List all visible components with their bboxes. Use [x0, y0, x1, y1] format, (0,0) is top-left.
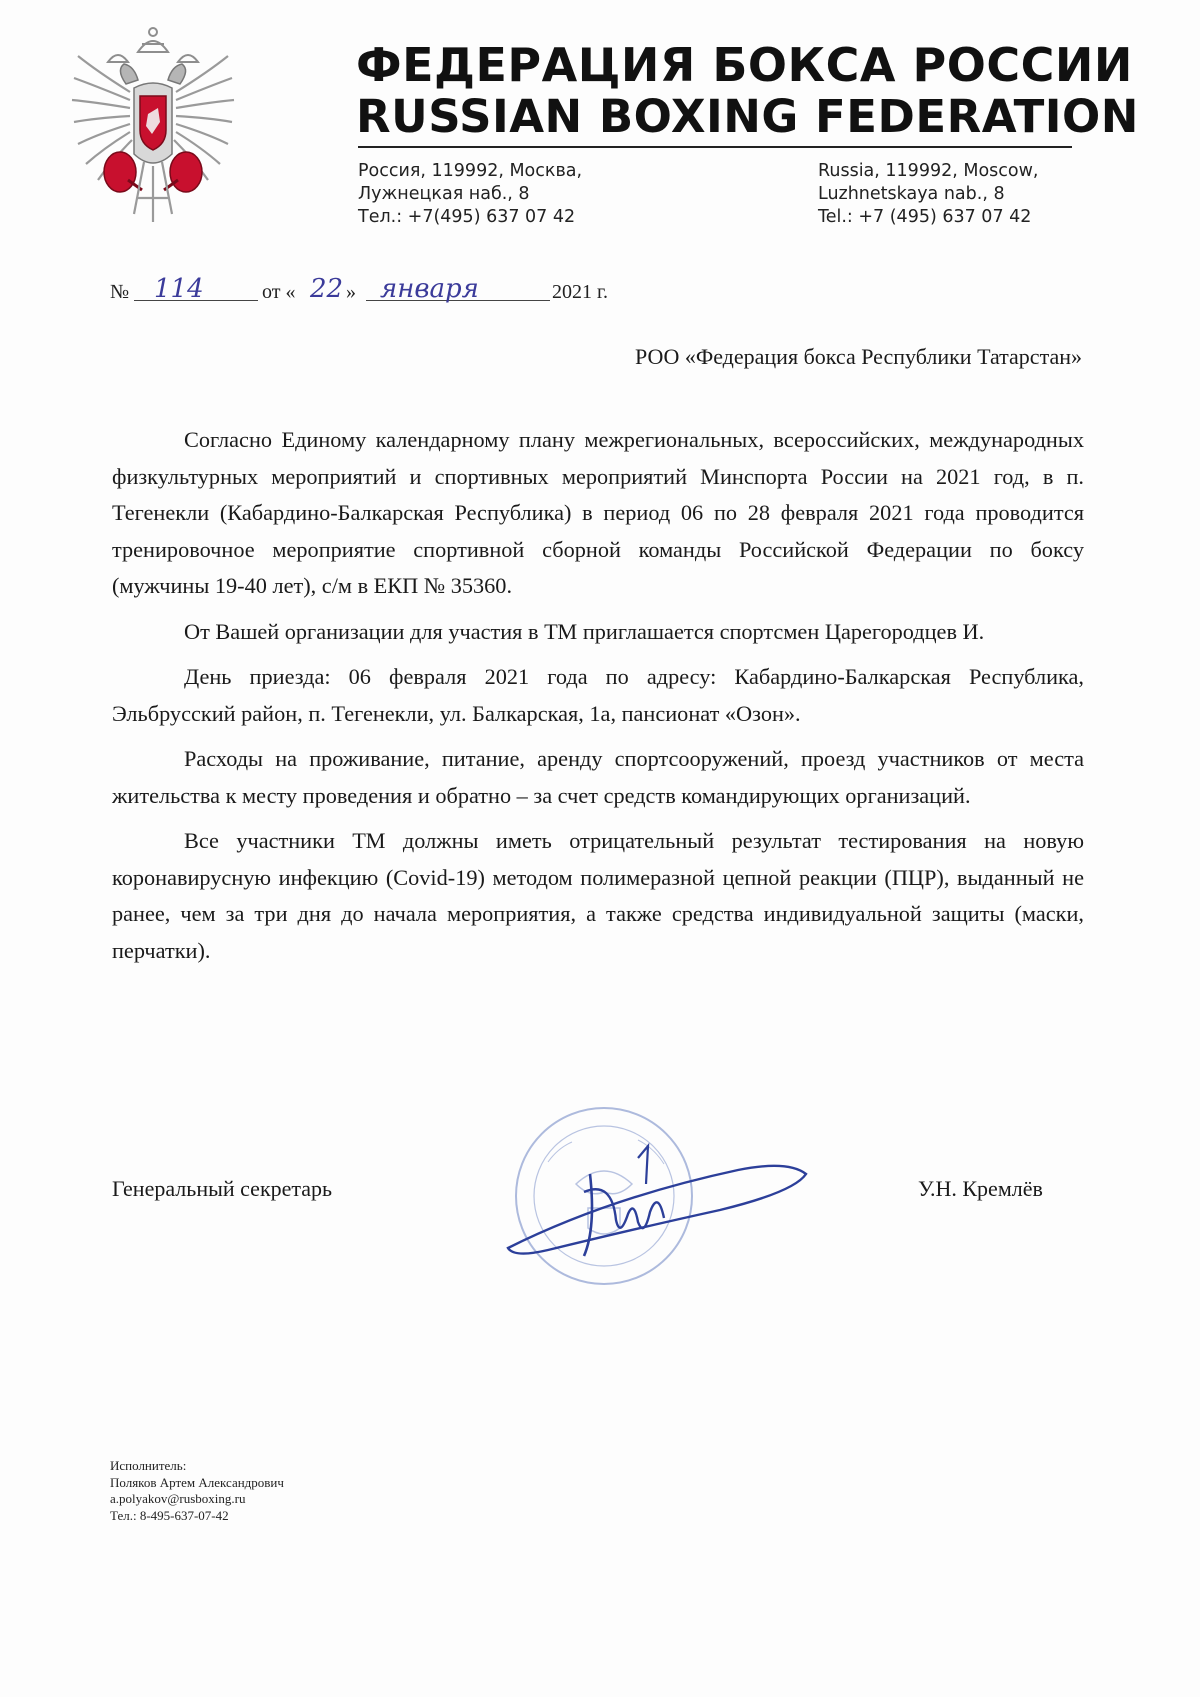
executor-label: Исполнитель:	[110, 1458, 187, 1473]
executor-phone: Тел.: 8-495-637-07-42	[110, 1507, 229, 1523]
letterhead-divider	[358, 146, 1072, 148]
executor-email: a.polyakov@rusboxing.ru	[110, 1491, 246, 1506]
day-value: 22	[310, 274, 344, 304]
signatory-title: Генеральный секретарь	[112, 1176, 333, 1201]
address-en-line3: Tel.: +7 (495) 637 07 42	[818, 207, 1032, 227]
year-text: 2021 г.	[552, 281, 608, 303]
body-paragraph: От Вашей организации для участия в ТМ приглашается спортсмен Цaрегородцев И.	[184, 618, 985, 644]
address-ru-line1: Россия, 119992, Москва,	[358, 161, 583, 181]
day-close: »	[346, 281, 356, 303]
executor-block	[110, 1458, 284, 1524]
from-label: от «	[262, 281, 296, 303]
address-ru-line2: Лужнецкая наб., 8	[358, 184, 530, 204]
signatory-name: У.Н. Кремлёв	[918, 1176, 1043, 1201]
body-paragraph: Согласно Единому календарному плану межрегиональных, всероссийских, международных физкультурных мероприятий и спортивных мероприятий Минспорта России на 2021 год, в п. Тегенекли (Кабардино-Балкарская Республика) в период 06 по 28 февраля 2021 года проводится тренировочное мероприятие спортивной сборной команды Российской Федерации по боксу (мужчины 19-40 лет), с/м в ЕКП № 35360.	[112, 427, 1084, 598]
month-value: января	[380, 274, 479, 304]
address-ru	[358, 160, 582, 229]
reference-line	[110, 270, 670, 310]
org-name-ru: ФЕДЕРАЦИЯ БОКСА РОССИИ	[356, 38, 1133, 92]
body-paragraph: Расходы на проживание, питание, аренду спортсооружений, проезд участников от места жительства к месту проведения и обратно – за счет средств командирующих организаций.	[112, 746, 1084, 808]
org-name-en: RUSSIAN BOXING FEDERATION	[356, 90, 1139, 143]
address-en-line1: Russia, 119992, Moscow,	[818, 161, 1039, 181]
federation-emblem-icon	[68, 22, 238, 232]
letter-body	[112, 422, 1084, 978]
number-label: №	[110, 281, 130, 303]
address-en-line2: Luzhnetskaya nab., 8	[818, 184, 1005, 204]
body-paragraph: День приезда: 06 февраля 2021 года по адресу: Кабардино-Балкарская Республика, Эльбрусский район, п. Тегенекли, ул. Балкарская, 1а, пансионат «Озон».	[112, 664, 1084, 726]
address-ru-line3: Тел.: +7(495) 637 07 42	[358, 207, 576, 227]
stamp-signature-icon	[488, 1088, 818, 1318]
address-en	[818, 160, 1038, 229]
body-paragraph: Все участники ТМ должны иметь отрицательный результат тестирования на новую коронавирусную инфекцию (Covid-19) методом полимеразной цепной реакции (ПЦР), выданный не ранее, чем за три дня до начала мероприятия, а также средства индивидуальной защиты (маски, перчатки).	[112, 828, 1084, 963]
addressee: РОО «Федерация бокса Республики Татарстан»	[635, 344, 1082, 369]
executor-name: Поляков Артем Александрович	[110, 1474, 284, 1490]
number-value: 114	[154, 274, 204, 304]
